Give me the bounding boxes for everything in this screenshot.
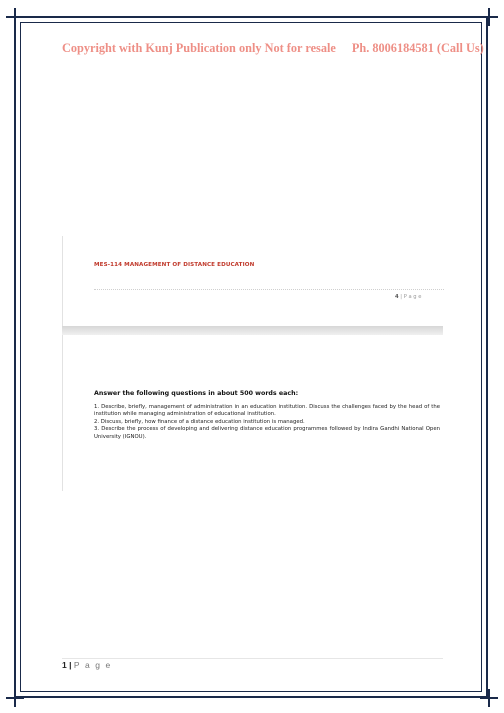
footer-page-number: 1: [62, 660, 67, 670]
embedded-page-sep: |: [400, 294, 403, 300]
footer-sep: |: [69, 660, 72, 670]
corner-ornament-bottom-right: [480, 689, 498, 707]
phone-text: Ph. 8006184581 (Call Us): [351, 41, 484, 55]
course-heading: MES-114 MANAGEMENT OF DISTANCE EDUCATION: [94, 262, 255, 268]
copyright-header: [62, 41, 484, 56]
footer-rule: [62, 658, 443, 659]
question-item: 3. Describe the process of developing and delivering distance education programmes followed by Indira Gandhi National Open University (IGNOU).: [94, 426, 440, 440]
page-break-gap: [62, 326, 443, 335]
corner-ornament-top-right: [480, 8, 498, 26]
question-item: 2. Discuss, briefly, how finance of a distance education institution is managed.: [94, 418, 305, 425]
corner-ornament-top-left: [6, 8, 24, 26]
embedded-page-word: P a g e: [403, 294, 422, 300]
copyright-text: Copyright with Kunj Publication only Not for resale: [62, 41, 336, 55]
page-footer: [62, 660, 112, 670]
question-item: 1. Describe, briefly, management of administration in an education institution. Discuss the challenges faced by the head of the institution while managing administration of educational institution.: [94, 404, 440, 418]
instruction-heading: Answer the following questions in about 500 words each:: [94, 390, 299, 397]
heading-divider: [94, 289, 444, 290]
embedded-page-num-value: 4: [395, 294, 399, 300]
embedded-document-edge: [62, 236, 63, 491]
question-list: [94, 404, 440, 441]
embedded-page-number: [395, 294, 421, 300]
footer-page-word: P a g e: [73, 660, 112, 670]
corner-ornament-bottom-left: [6, 689, 24, 707]
embedded-document-screenshot: [62, 236, 443, 491]
